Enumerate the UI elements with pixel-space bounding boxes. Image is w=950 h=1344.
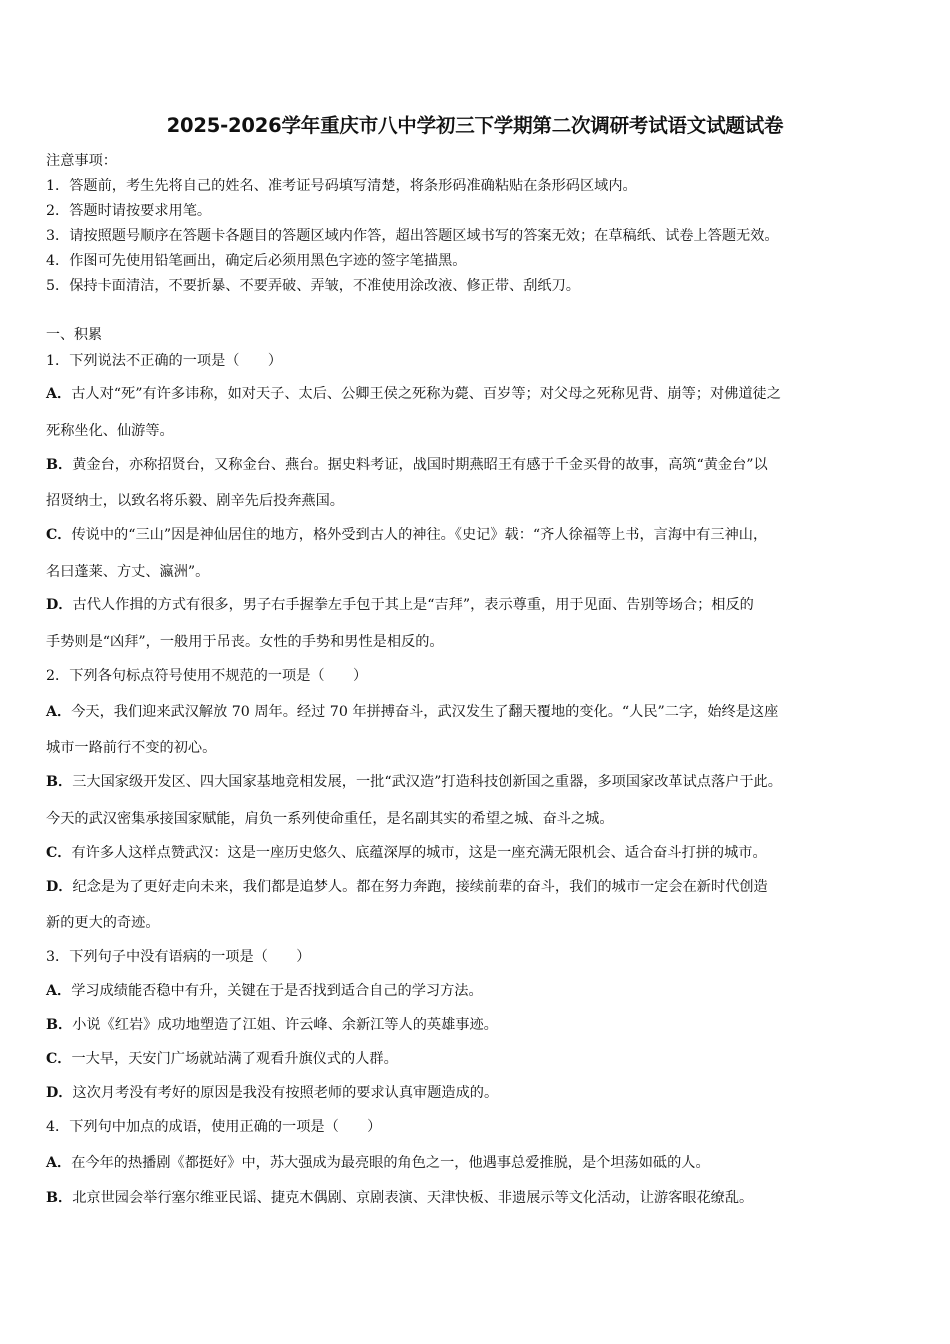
notice-item-5: 5．保持卡面清洁，不要折暴、不要弄破、弄皱，不准使用涂改液、修正带、刮纸刀。: [46, 278, 580, 294]
option-letter: A．: [46, 983, 72, 999]
option-letter: D．: [46, 879, 73, 895]
option-text: 纪念是为了更好走向未来，我们都是追梦人。都在努力奔跑，接续前辈的奋斗，我们的城市一定会在新时代创造: [72, 879, 768, 895]
option-letter: D．: [46, 597, 73, 613]
notice-item-4: 4．作图可先使用铅笔画出，确定后必须用黑色字迹的签字笔描黑。: [46, 253, 467, 269]
question-1-option-a: [46, 384, 781, 404]
option-text: 北京世园会举行塞尔维亚民谣、捷克木偶剧、京剧表演、天津快板、非遗展示等文化活动，让游客眼花缭乱。: [72, 1190, 754, 1206]
option-letter: B．: [46, 457, 73, 473]
notice-item-3: 3．请按照题号顺序在答题卡各题目的答题区域内作答，超出答题区域书写的答案无效；在草稿纸、试卷上答题无效。: [46, 228, 779, 244]
question-4-option-a: [46, 1153, 710, 1173]
question-2-option-b: [46, 772, 782, 792]
question-3-option-c: [46, 1049, 398, 1069]
question-1-option-c-cont: 名曰蓬莱、方丈、瀛洲”。: [46, 564, 210, 580]
option-letter: A．: [46, 386, 72, 402]
option-text: 小说《红岩》成功地塑造了江姐、许云峰、余新江等人的英雄事迹。: [72, 1017, 498, 1033]
question-2-option-a-cont: 城市一路前行不变的初心。: [46, 740, 217, 756]
option-text: 这次月考没有考好的原因是我没有按照老师的要求认真审题造成的。: [72, 1085, 499, 1101]
page-title: 2025-2026学年重庆市八中学初三下学期第二次调研考试语文试题试卷: [166, 114, 784, 137]
question-2-option-b-cont: 今天的武汉密集承接国家赋能，肩负一系列使命重任，是名副其实的希望之城、奋斗之城。: [46, 811, 614, 827]
option-letter: C．: [46, 1051, 72, 1067]
option-text: 在今年的热播剧《都挺好》中，苏大强成为最亮眼的角色之一，他遇事总爱推脱，是个坦荡如砥的人。: [71, 1155, 710, 1171]
option-letter: B．: [46, 1190, 73, 1206]
option-letter: A．: [46, 704, 72, 720]
option-text: 学习成绩能否稳中有升，关键在于是否找到适合自己的学习方法。: [71, 983, 483, 999]
question-4-stem: 4．下列句中加点的成语，使用正确的一项是（ ）: [46, 1119, 382, 1135]
option-letter: C．: [46, 845, 72, 861]
option-letter: B．: [46, 1017, 73, 1033]
question-2-stem: 2．下列各句标点符号使用不规范的一项是（ ）: [46, 668, 368, 684]
question-1-option-d-cont: 手势则是“凶拜”，一般用于吊丧。女性的手势和男性是相反的。: [46, 634, 444, 650]
question-1-option-d: [46, 595, 754, 615]
option-text: 有许多人这样点赞武汉：这是一座历史悠久、底蕴深厚的城市，这是一座充满无限机会、适合奋斗打拼的城市。: [71, 845, 767, 861]
question-2-option-d: [46, 877, 768, 897]
question-1-option-a-cont: 死称坐化、仙游等。: [46, 423, 174, 439]
option-text: 古人对“死”有许多讳称，如对天子、太后、公卿王侯之死称为薨、百岁等；对父母之死称见背、崩等；对佛道徒之: [71, 386, 781, 402]
question-1-option-b-cont: 招贤纳士，以致名将乐毅、剧辛先后投奔燕国。: [46, 493, 344, 509]
option-text: 黄金台，亦称招贤台，又称金台、燕台。据史料考证，战国时期燕昭王有感于千金买骨的故事，高筑“黄金台”以: [72, 457, 768, 473]
option-letter: B．: [46, 774, 73, 790]
question-4-option-b: [46, 1188, 753, 1208]
question-1-option-b: [46, 455, 768, 475]
question-2-option-c: [46, 843, 767, 863]
notice-heading: 注意事项：: [46, 153, 117, 169]
question-2-option-d-cont: 新的更大的奇迹。: [46, 915, 160, 931]
option-text: 古代人作揖的方式有很多，男子右手握拳左手包于其上是“吉拜”，表示尊重，用于见面、告别等场合；相反的: [72, 597, 754, 613]
question-2-option-a: [46, 702, 778, 722]
question-1-option-c: [46, 525, 767, 545]
question-3-option-b: [46, 1015, 498, 1035]
notice-item-2: 2．答题时请按要求用笔。: [46, 203, 212, 219]
option-text: 三大国家级开发区、四大国家基地竞相发展，一批“武汉造”打造科技创新国之重器，多项国家改革试点落户于此。: [72, 774, 782, 790]
question-1-stem: 1．下列说法不正确的一项是（ ）: [46, 353, 283, 369]
option-text: 一大早，天安门广场就站满了观看升旗仪式的人群。: [71, 1051, 398, 1067]
section-title: 一、积累: [46, 327, 102, 343]
option-letter: A．: [46, 1155, 72, 1171]
option-text: 今天，我们迎来武汉解放 70 周年。经过 70 年拼搏奋斗，武汉发生了翻天覆地的变化。“人民”二字，始终是这座: [71, 704, 779, 720]
question-3-option-d: [46, 1083, 498, 1103]
notice-item-1: 1．答题前，考生先将自己的姓名、准考证号码填写清楚，将条形码准确粘贴在条形码区域内。: [46, 178, 637, 194]
option-letter: C．: [46, 527, 72, 543]
option-text: 传说中的“三山”因是神仙居住的地方，格外受到古人的神往。《史记》载：“齐人徐福等上书，言海中有三神山，: [71, 527, 768, 543]
option-letter: D．: [46, 1085, 73, 1101]
question-3-option-a: [46, 981, 483, 1001]
question-3-stem: 3．下列句子中没有语病的一项是（ ）: [46, 949, 311, 965]
